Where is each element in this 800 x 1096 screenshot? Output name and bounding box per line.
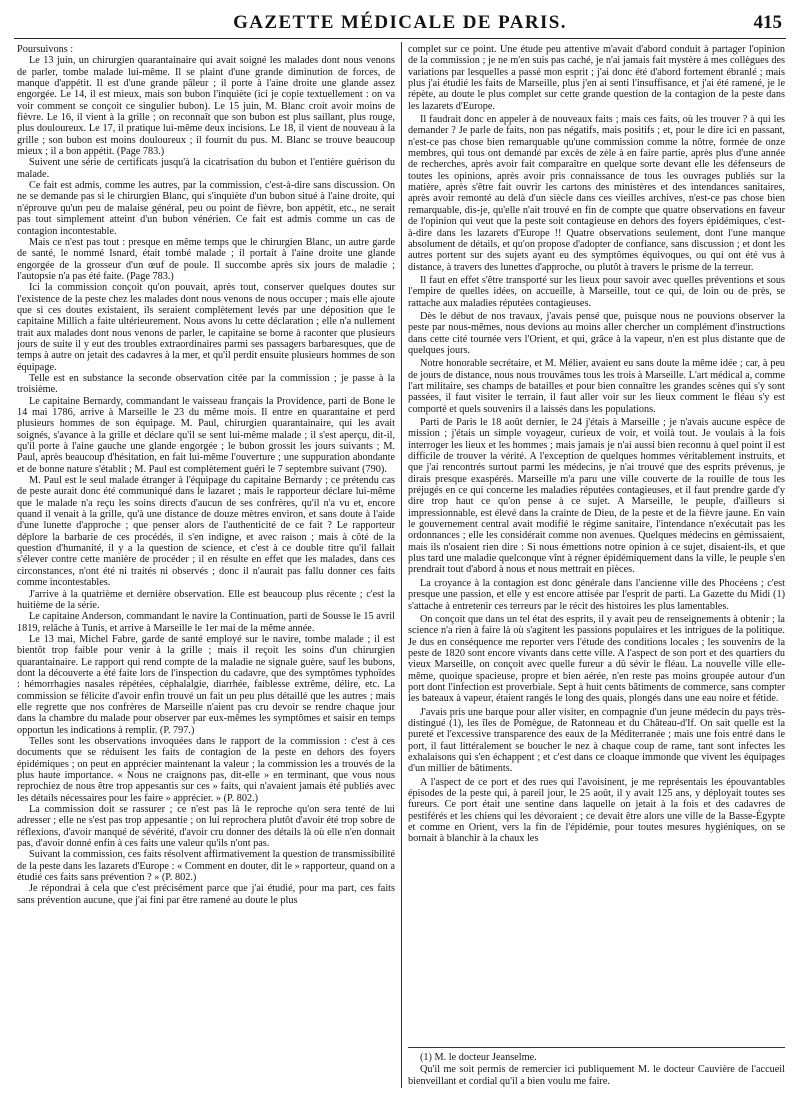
paragraph: Poursuivons : xyxy=(17,44,74,55)
paragraph: Ici la commission conçoit qu'on pouvait, après tout, conserver quelques doutes sur l'existence de la peste chez les malades dont nous venons de nous occuper ; mais elle ajoute que si ces doutes existaient, ils seraient complètement levés par une déposition que le capitaine Millich a faite ultérieurement. Nous avons lu cette déclaration ; elle n'a nullement trait aux malades dont nous venons de parler, le capitaine se borne à raconter que plusieurs jours de suite il y eut des troubles extraordinaires parmi ses passagers barbaresques, que de temps à autre on jetait des cadavres à la mer, et qu'il perdit ensuite plusieurs hommes de son équipage. xyxy=(17,282,395,373)
paragraph: Ce fait est admis, comme les autres, par la commission, c'est-à-dire sans discussion. On ne se demande pas si le chirurgien Blanc, qui s'inquiète d'un bubon situé à l'aine droite, qui n'éprouve qu'un peu de malaise général, peu ou point de fièvre, bon appétit, etc., ne serait pas tout simplement atteint d'un bubon vénérien. Ce fait est admis comme un cas de contagion incontestable. xyxy=(17,180,395,237)
paragraph: On conçoit que dans un tel état des esprits, il y avait peu de renseignements à obtenir ; la science n'a rien à faire là où s'agitent les passions populaires et les intrigues de la politique. Je dus en conséquence me reporter vers l'étude des conditions locales ; les souvenirs de la peste de 1820 sont encore vivants dans cette ville. A l'aspect de son port et des quartiers du vieux Marseille, on conçoit avec quelle fureur a dû sévir le fléau. La nouvelle ville elle-même, quoique spacieuse, propre et bien aérée, n'en reste pas moins groupée autour d'un port dont l'infection est proverbiale. Sept à huit cents bâtiments de commerce, sans compter les bateaux à vapeur, étaient rangés le long des quais, plongés dans une eau noire et fétide. xyxy=(408,613,785,705)
paragraph: Notre honorable secrétaire, et M. Mélier, avaient eu sans doute la même idée ; car, à peu de jours de distance, nous nous trouvâmes tous les trois à Marseille. L'art médical a, comme l'art militaire, ses champs de batailles et pour bien connaître les grandes scènes qui s'y sont passées, il faut visiter le terrain, il faut aller voir sur les lieux comment le fléau s'y est comporté et quels souvenirs il a laissés dans les populations. xyxy=(408,358,785,415)
paragraph: Parti de Paris le 18 août dernier, le 24 j'étais à Marseille ; je n'avais aucune espèce de mission ; j'étais un simple voyageur, curieux de voir, et voilà tout. Je voulais à la fois interroger les lieux et les hommes ; mais jamais je n'ai aussi bien reconnu à quel point il est difficile de trouver la vérité. A l'exception de quelques hommes véritablement instruits, et que j'ai rencontrés surtout parmi les médecins, je n'ai trouvé que des esprits prévenus, je dirais presque exaspérés. Marseille m'a paru une ville couverte de la rouille de tous les préjugés en ce qui concerne les maladies réputées contagieuses, et il faut prendre garde d'y dire trop haut ce qu'on pense à ce sujet. A Marseille, le peuple, d'ailleurs si impressionnable, est élevé dans la crainte de Dieu, de la peste et de la fièvre jaune. En vain le gouvernement central avait modifié le régime sanitaire, l'intendance n'exécutait pas les ordonnances ; elle les considérait comme non avenues. Quelques médecins en gémissaient, mais ils n'osaient rien dire : Si nous émettions notre opinion à ce sujet, disaient-ils, et que plus tard une maladie quelconque vînt à régner épidémiquement dans la ville, le peuple s'en prendrait tout d'abord à nous et nous mettrait en pièces. xyxy=(408,417,785,576)
right-column xyxy=(408,44,785,1042)
left-column xyxy=(17,44,395,1090)
paragraph: complet sur ce point. Une étude peu attentive m'avait d'abord conduit à partager l'opinion de la commission ; je ne m'en suis pas caché, je n'ai jamais fait mystère à mes collègues des variations par lesquelles a passé mon esprit ; j'ai donc été d'abord fortement ébranlé ; mais plus j'ai étudié les faits de Marseille, plus j'en ai senti l'insuffisance, et j'ai été ramené, je le répète, au doute le plus complet sur cette grande question de la contagion de la peste dans les lazarets d'Europe. xyxy=(408,44,785,112)
paragraph: Le 13 juin, un chirurgien quarantainaire qui avait soigné les malades dont nous venons de parler, tombe malade lui-même. Il se plaint d'une grande diminution de forces, de manque d'appétit. Il est d'une grande pâleur ; il porte à l'aine droite une glande assez engorgée. Le 14, il est mieux, mais son bubon l'inquiète (ici je copie textuellement : on va voir comment se conçoit ce singulier bubon). Le 15 juin, M. Blanc croit avoir moins de fièvre. Le 16, il vient à la grille ; on reconnaît que son bubon est plus saillant, plus rouge, plus douloureux. Le 17, il pratique lui-même deux incisions. Le 18, il vient de nouveau à la grille ; son bubon est moins douloureux ; il fournit du pus. M. Blanc se trouve beaucoup mieux ; il a bon appétit. (Page 783.) xyxy=(17,55,395,158)
paragraph: Le capitaine Bernardy, commandant le vaisseau français la Providence, parti de Bone le 14 mai 1786, arrive à Marseille le 23 du même mois. Il entre en quarantaine et perd plusieurs hommes de son équipage. M. Paul, chirurgien quarantainaire, qui les avait soignés, s'avance à la grille et déclare qu'il se sent lui-même malade ; il s'est aperçu, dit-il, qu'il porte à l'aine gauche une glande engorgée ; le bubon grossit les jours suivants ; M. Paul, après beaucoup d'hésitation, en fait lui-même l'ouverture ; une suppuration abondante et de bonne nature s'établit ; M. Paul est complètement guéri le 7 septembre suivant (790). xyxy=(17,395,395,475)
page-number: 415 xyxy=(753,12,782,33)
paragraph: Il faut en effet s'être transporté sur les lieux pour savoir avec quelles préventions et sous l'empire de quelles idées, on accueille, à Marseille, tout ce qui, de loin ou de près, se rattache aux maladies réputées contagieuses. xyxy=(408,274,785,309)
paragraph: Suivant la commission, ces faits résolvent affirmativement la question de transmissibilité de la peste dans les lazarets d'Europe : « Comment en douter, dit le » rapporteur, quand on a étudié ces faits sans prévention ? » (P. 802.) xyxy=(17,849,395,884)
footnote-rule xyxy=(408,1047,785,1048)
paragraph: Il faudrait donc en appeler à de nouveaux faits ; mais ces faits, où les trouver ? à qui les demander ? Je parle de faits, non pas négatifs, mais positifs ; et, pour le dire ici en passant, n'est-ce pas chose bien remarquable qu'une commission comme la nôtre, formée de onze membres, qui tous ont demandé par excès de zèle à en faire partie, après plus d'une année de recherches, après avoir fait comparaître en quelque sorte devant elle les défenseurs de toutes les opinions, après avoir pris connaissance de tous les ouvrages publiés sur la matière, après s'être fait ouvrir les cartons des ministères et des intendances sanitaires, après avoir remonté au delà d'un siècle dans ces vieilles archives, n'est-ce pas chose bien remarquable, dis-je, qu'elle n'ait trouvé en fin de compte que quatre observations en faveur de l'opinion qui veut que la peste soit contagieuse en dehors des foyers épidémiques, c'est-à-dire dans les lazarets d'Europe !! Quatre observations seulement, dont l'une manque absolument de détails, et qu'on propose d'adopter de confiance, sans discussion ; et dont les autres portent sur des sujets ayant eu des symptômes équivoques, ou qui ont été vus à distance, à travers des lunettes d'approche, ou plutôt à travers le prisme de la terreur. xyxy=(408,114,785,273)
paragraph: A l'aspect de ce port et des rues qui l'avoisinent, je me représentais les épouvantables épisodes de la peste qui, à pareil jour, le 25 août, il y avait 125 ans, y déployait toutes ses fureurs. Ce port était une sentine dans laquelle on jetait à la fois et des cadavres de pestiférés et les chiens qui les dévoraient ; ce devait être alors une ville de la Basse-Égypte et comme en Orient, vers la fin de l'épidémie, pour toutes mesures hygiéniques, on se bornait à blanchir à la chaux les xyxy=(408,776,785,845)
paragraph: Telles sont les observations invoquées dans le rapport de la commission : c'est à ces documents que se réduisent les faits de contagion de la peste en dehors des foyers épidémiques ; on peut en apprécier maintenant la valeur ; la commission les a trouvés de la plus haute importance. « Nous ne craignons pas, dit-elle » en terminant, que vous nous reprochiez de nous être trop appesantis sur ces » faits, qui n'avaient jamais été publiés avec les détails nécessaires pour les faire » apprécier. » (P. 802.) xyxy=(17,735,395,804)
paragraph: Le capitaine Anderson, commandant le navire la Continuation, parti de Sousse le 15 avril 1819, relâche à Tunis, et arrive à Marseille le 1er mai de la même année. xyxy=(17,611,395,634)
journal-title: GAZETTE MÉDICALE DE PARIS. xyxy=(233,12,567,33)
paragraph: Suivent une série de certificats jusqu'à la cicatrisation du bubon et l'entière guérison du malade. xyxy=(17,157,395,180)
paragraph: Le 13 mai, Michel Fabre, garde de santé employé sur le navire, tombe malade ; il est bientôt trop faible pour venir à la grille ; mais il reçoit les soins d'un chirurgien quarantainaire. Le rapport qui rend compte de la maladie ne signale guère, sauf les bubons, dont la découverte a été faite lors de l'inspection du cadavre, que des symptômes typhoïdes : hémorrhagies nasales répétées, céphalalgie, diarrhée, faiblesse extrême, délire, etc. La commission se félicite d'avoir enfin trouvé un fait un peu plus détaillé que les autres ; mais elle regrette que nos confrères de Marseille n'aient pas cru devoir se rendre chaque jour dans la chambre du malade pour observer par eux-mêmes les symptômes et saisir en temps opportun les indications à remplir. (P. 797.) xyxy=(17,633,395,736)
footnote: (1) M. le docteur Jeanselme. xyxy=(420,1052,537,1063)
header-rule xyxy=(14,38,786,39)
paragraph: Dès le début de nos travaux, j'avais pensé que, puisque nous ne pouvions observer la peste par nous-mêmes, nous devions au moins aller chercher un complément d'instructions dans cette cité tournée vers l'Orient, et qui, grâce à la vapeur, n'en est plus distante que de quelques jours. xyxy=(408,310,785,356)
paragraph: Mais ce n'est pas tout : presque en même temps que le chirurgien Blanc, un autre garde de santé, le nommé Isnard, était tombé malade ; il portait à l'aine droite une glande engorgée de la grosseur d'un œuf de poule. Il succombe après six jours de maladie ; l'autopsie n'a pas été faite. (Page 783.) xyxy=(17,236,395,282)
paragraph: La croyance à la contagion est donc générale dans l'ancienne ville des Phocéens ; c'est presque une passion, et elle y est encore attisée par l'esprit de parti. La Gazette du Midi (1) s'attache à entretenir ces terreurs par le récit des histoires les plus lamentables. xyxy=(408,577,785,612)
paragraph: M. Paul est le seul malade étranger à l'équipage du capitaine Bernardy ; ce prétendu cas de peste aurait donc été communiqué dans le lazaret ; mais le rapporteur déclare lui-même que le malade n'a reçu les soins directs d'aucun de ses confrères, qu'il n'a vu et, encore quand il venait à la grille, qu'à une distance de douze mètres environ, et sans doute à l'aide d'une lunette d'approche ; que penser alors de l'authenticité de ce fait ? Le rapporteur déplore la barbarie de ces procédés, il s'en indigne, et avec raison ; mais à côté de la question d'humanité, il y a la question de science, et c'est à ce double titre qu'il fallait s'élever contre cette manière de procéder ; il en résulte en effet que les malades, dans ces circonstances, n'ont été ni traités ni observés ; donc il n'aurait pas fallu donner ces faits comme incontestables. xyxy=(17,475,395,589)
paragraph: J'arrive à la quatrième et dernière observation. Elle est beaucoup plus récente ; c'est la huitième de la série. xyxy=(17,588,395,611)
paragraph: Telle est en substance la seconde observation citée par la commission ; je passe à la troisième. xyxy=(17,372,395,396)
paragraph: Je répondrai à cela que c'est précisément parce que j'ai étudié, pour ma part, ces faits sans prévention aucune, que j'ai fini par être ramené au doute le plus xyxy=(17,883,395,906)
paragraph: La commission doit se rassurer ; ce n'est pas là le reproche qu'on sera tenté de lui adresser ; elle ne s'est pas trop appesantie ; on lui reprochera plutôt d'avoir été trop sobre de réflexions, d'avoir manqué de sévérité, d'avoir cru donner des détails là où elle n'en donnait pas, d'avoir donné enfin à ces faits une valeur qu'ils n'ont pas. xyxy=(17,804,395,850)
paragraph: J'avais pris une barque pour aller visiter, en compagnie d'un jeune médecin du pays très-distingué (1), les îles de Pomègue, de Ratonneau et du Château-d'If. On sait quelle est la pureté et l'excessive transparence des eaux de la Méditerranée ; mais une fois entré dans le port, il faut littéralement se boucher le nez à chaque coup de rame, tant sont infectes les exhalaisons qui s'en échappent ; et c'est dans ce cloaque immonde que vivent les équipages d'un millier de bâtiments. xyxy=(408,706,785,775)
footnote: Qu'il me soit permis de remercier ici publiquement M. le docteur Cauvière de l'accueil bienveillant et cordial qu'il a bien voulu me faire. xyxy=(408,1064,785,1087)
running-header xyxy=(14,10,786,36)
footnotes xyxy=(408,1052,785,1088)
column-divider xyxy=(401,42,402,1088)
